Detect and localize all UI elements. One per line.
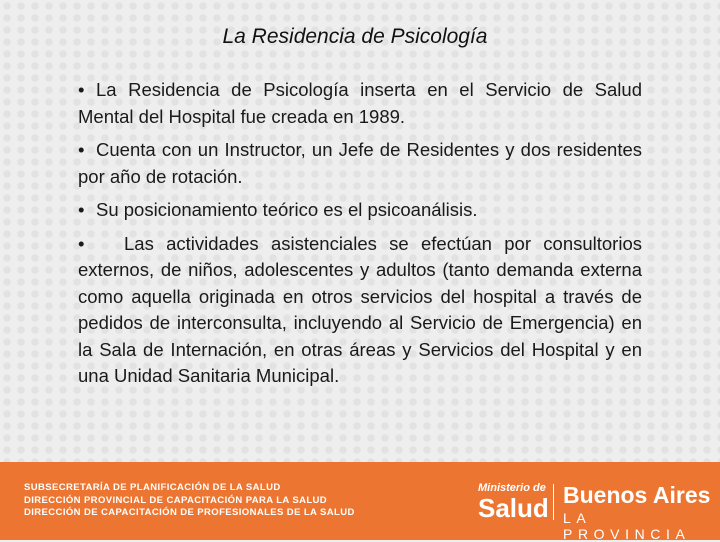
bullet-text: La Residencia de Psicología inserta en el Servicio de Salud Mental del Hospital fue creada en 1989.	[78, 79, 642, 127]
bullet-text: Su posicionamiento teórico es el psicoanálisis.	[96, 199, 478, 220]
province-label: LA PROVINCIA	[563, 510, 691, 542]
province-name: Buenos Aires	[563, 482, 711, 508]
bullet-item	[78, 137, 642, 190]
institution-lines	[24, 482, 355, 520]
ministry-logo	[478, 482, 549, 524]
logo-divider	[553, 484, 554, 520]
bullet-marker: •	[78, 79, 85, 100]
ministry-name: Salud	[478, 493, 549, 523]
ministry-label: Ministerio de	[478, 482, 546, 494]
institution-line: SUBSECRETARÍA DE PLANIFICACIÓN DE LA SALUD	[24, 482, 281, 493]
bullet-marker: •	[78, 199, 85, 220]
bullet-item	[78, 77, 642, 130]
bullet-item	[78, 197, 642, 224]
bullet-marker: •	[78, 232, 85, 254]
bullet-text: Cuenta con un Instructor, un Jefe de Residentes y dos residentes por año de rotación.	[78, 139, 642, 187]
slide-title: La Residencia de Psicología	[222, 25, 488, 48]
footer-banner	[0, 462, 720, 540]
province-logo	[563, 482, 720, 542]
bullet-marker: •	[78, 139, 85, 160]
bullet-item	[78, 231, 642, 390]
bullet-list	[78, 77, 642, 397]
bullet-text: Las actividades asistenciales se efectúan por consultorios externos, de niños, adolescentes y adultos (tanto demanda externa como aquella originada en otros servicios del hospital a través de pedidos de interconsulta, incluyendo al Servicio de Emergencia) en la Sala de Internación, en otras áreas y Servicios del Hospital y en una Unidad Sanitaria Municipal.	[78, 232, 642, 386]
institution-line: DIRECCIÓN DE CAPACITACIÓN DE PROFESIONALES DE LA SALUD	[24, 507, 355, 518]
institution-line: DIRECCIÓN PROVINCIAL DE CAPACITACIÓN PARA LA SALUD	[24, 494, 328, 506]
